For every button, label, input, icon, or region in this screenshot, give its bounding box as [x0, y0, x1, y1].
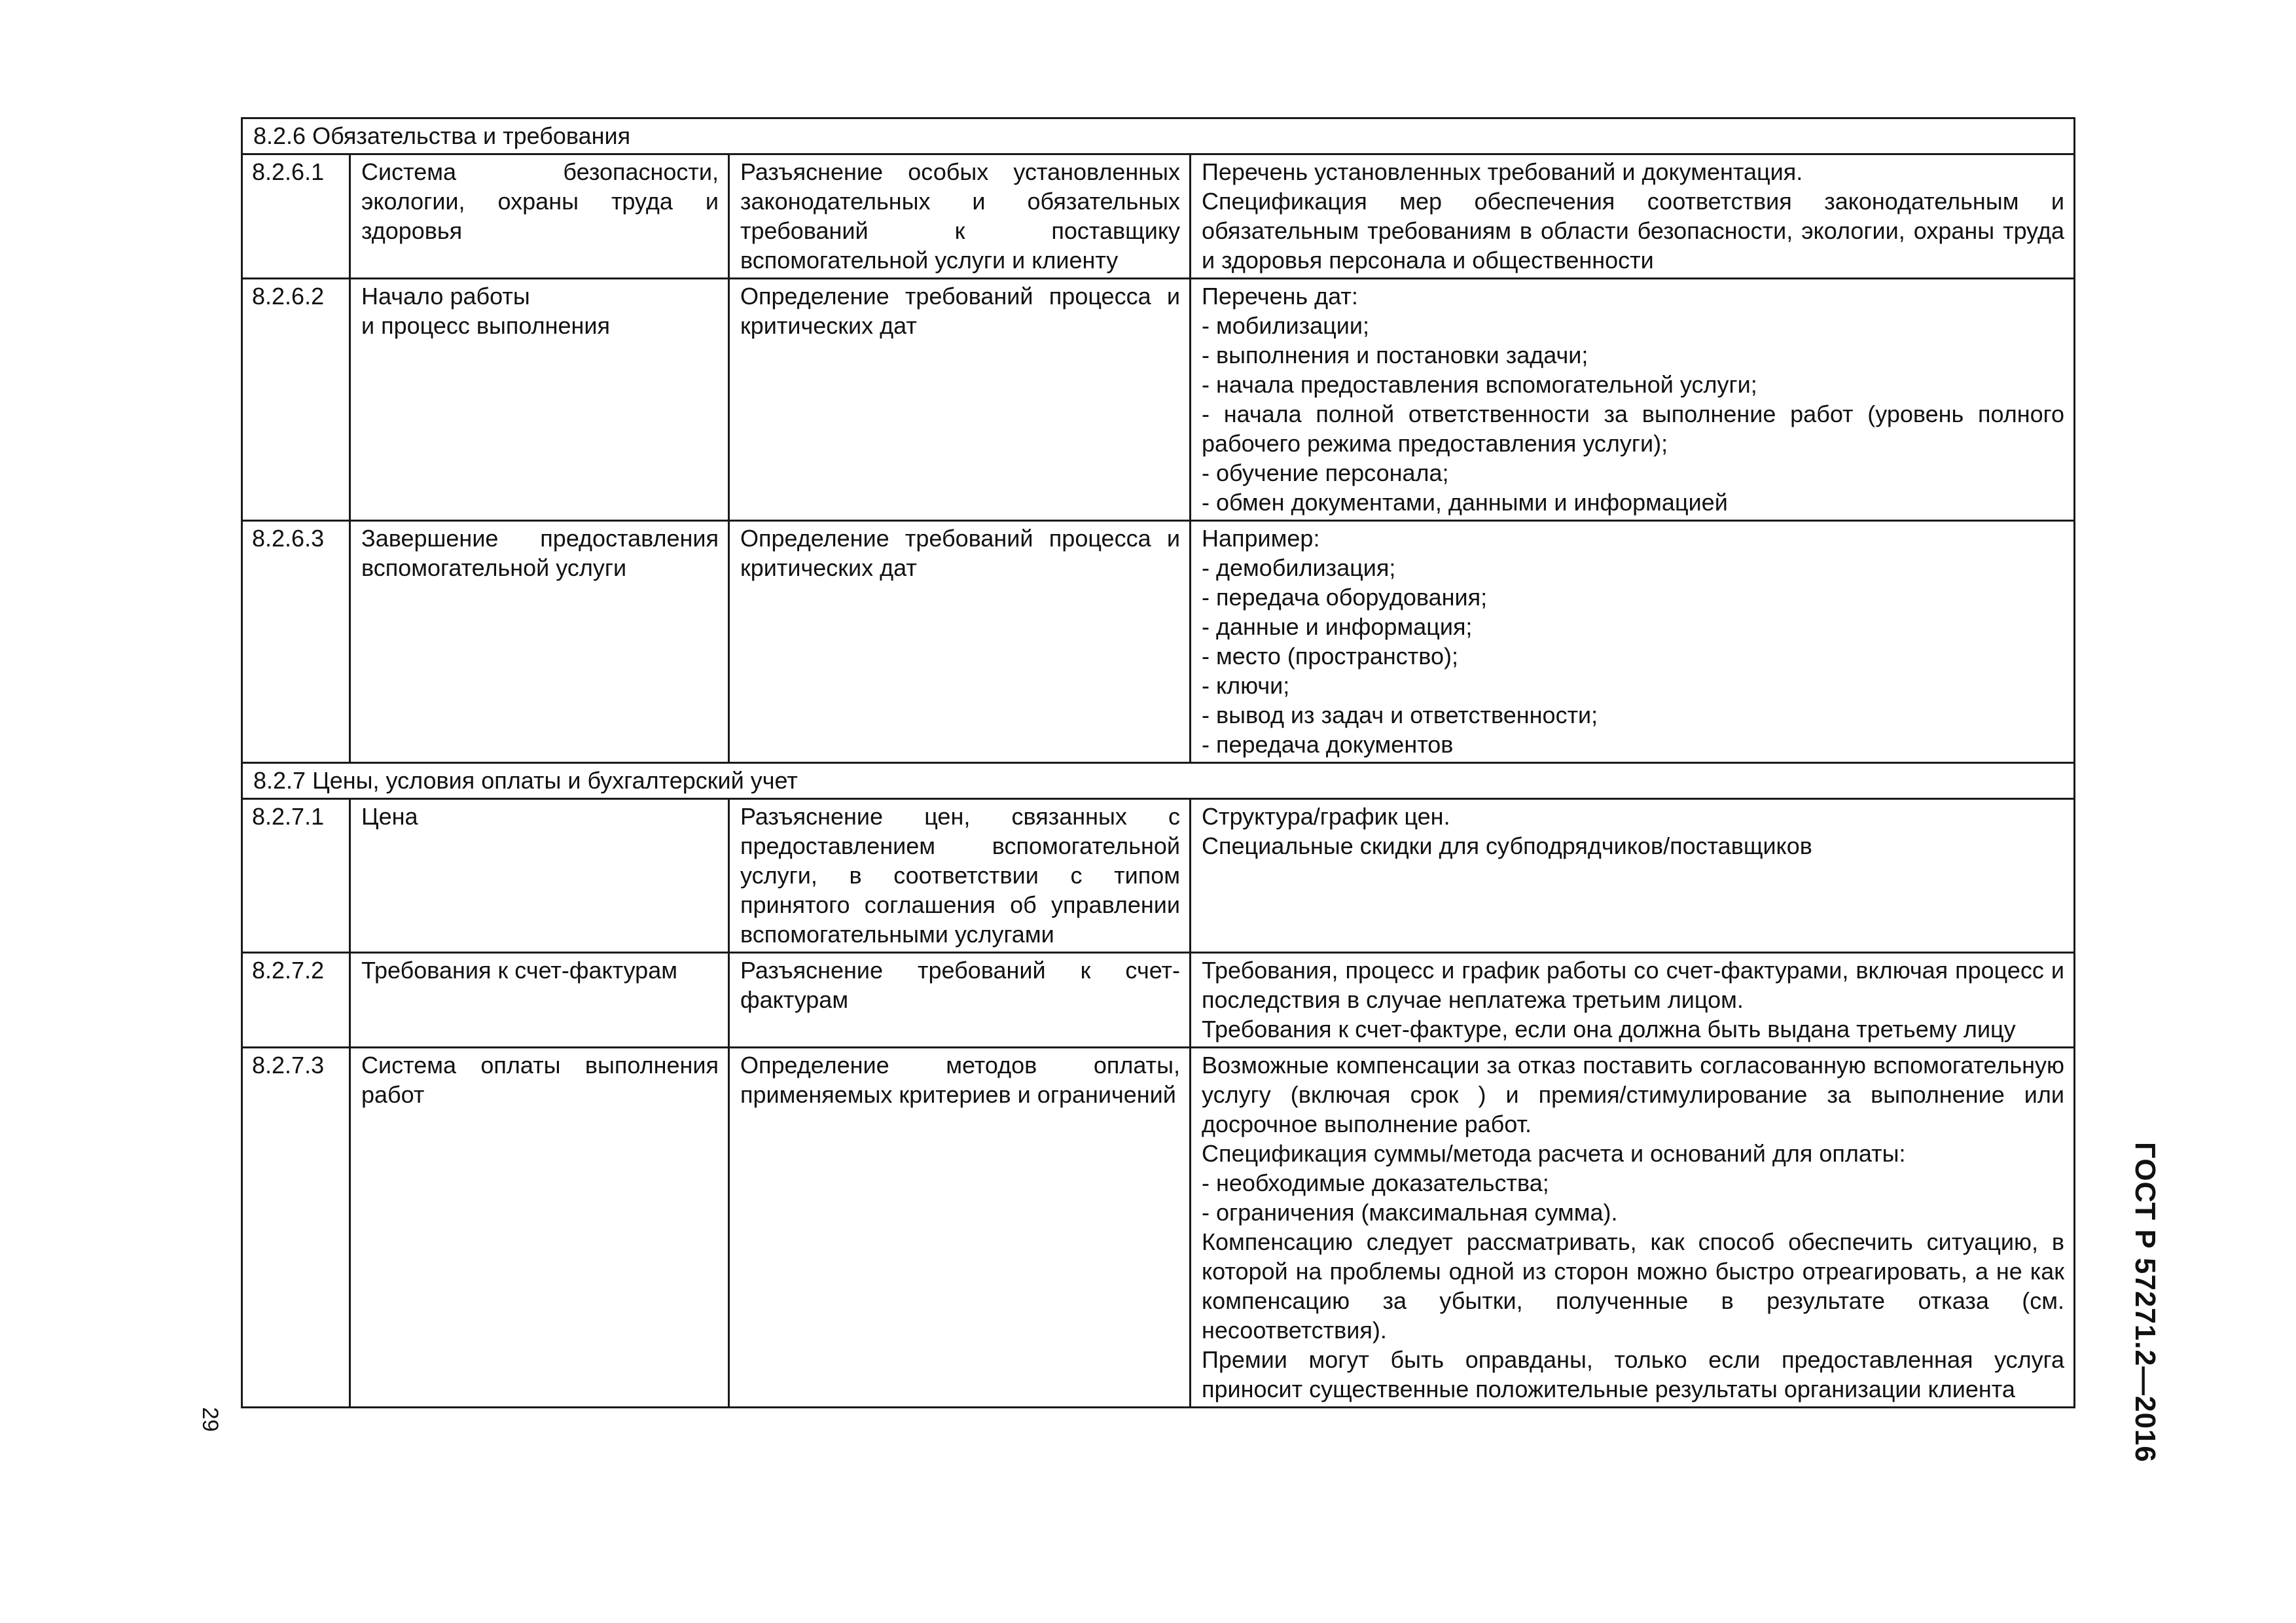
content-line: Например: — [1202, 525, 1320, 552]
clause-number: 8.2.6.3 — [242, 521, 350, 763]
content-line: - начала полной ответственности за выполнение работ (уровень полного рабочего режима предоставления услуги); — [1202, 401, 2065, 457]
clause-number: 8.2.7.2 — [242, 953, 350, 1048]
clause-content — [1191, 1048, 2075, 1408]
clause-number: 8.2.7.3 — [242, 1048, 350, 1408]
requirements-table — [241, 117, 2075, 1408]
content-line: Требования, процесс и график работы со счет-фактурами, включая процесс и последствия в случае неплатежа третьим лицом. — [1202, 957, 2065, 1013]
content-line: - данные и информация; — [1202, 613, 1473, 640]
content-line: Спецификация мер обеспечения соответствия законодательным и обязательным требованиям в области безопасности, экологии, охраны труда и здоровья персонала и общественности — [1202, 188, 2065, 274]
content-line: - обмен документами, данными и информацией — [1202, 489, 1728, 516]
section-row — [242, 118, 2075, 154]
content-line: - выполнения и постановки задачи; — [1202, 342, 1588, 368]
clause-name: Система оплаты выполнения работ — [350, 1048, 729, 1408]
content-line: Требования к счет-фактуре, если она должна быть выдана третьему лицу — [1202, 1016, 2016, 1043]
content-line: - ключи; — [1202, 672, 1290, 699]
table-row — [242, 279, 2075, 521]
table-row — [242, 1048, 2075, 1408]
clause-content — [1191, 799, 2075, 953]
content-line: - начала предоставления вспомогательной услуги; — [1202, 371, 1757, 398]
content-line: - демобилизация; — [1202, 554, 1396, 581]
content-line: Структура/график цен. — [1202, 803, 1450, 830]
clause-content — [1191, 279, 2075, 521]
clause-purpose: Разъяснение цен, связанных с предоставлением вспомогательной услуги, в соответствии с типом принятого соглашения об управлении вспомогательными услугами — [729, 799, 1191, 953]
section-title: 8.2.7 Цены, условия оплаты и бухгалтерский учет — [242, 763, 2075, 799]
clause-content — [1191, 953, 2075, 1048]
clause-name: Цена — [350, 799, 729, 953]
content-line: Возможные компенсации за отказ поставить согласованную вспомогательную услугу (включая срок ) и премия/стимулирование за выполнение или досрочное выполнение работ. — [1202, 1052, 2065, 1137]
content-line: - обучение персонала; — [1202, 459, 1449, 486]
content-line: Премии могут быть оправданы, только если предоставленная услуга приносит существенные положительные результаты организации клиента — [1202, 1346, 2065, 1402]
content-line: - необходимые доказательства; — [1202, 1169, 1549, 1196]
content-line: - передача документов — [1202, 731, 1454, 758]
clause-name: Начало работы и процесс выполнения — [350, 279, 729, 521]
clause-name: Завершение предоставления вспомогательной услуги — [350, 521, 729, 763]
clause-purpose: Определение требований процесса и критических дат — [729, 521, 1191, 763]
standard-code-header: ГОСТ Р 57271.2—2016 — [2129, 1142, 2161, 1463]
content-line: Компенсацию следует рассматривать, как способ обеспечить ситуацию, в которой на проблемы одной из сторон можно быстро отреагировать, а не как компенсацию за убытки, полученные в результате отказа (см. несоответствия). — [1202, 1228, 2065, 1344]
content-line: - передача оборудования; — [1202, 584, 1488, 611]
clause-content — [1191, 521, 2075, 763]
clause-number: 8.2.6.2 — [242, 279, 350, 521]
clause-purpose: Определение требований процесса и критических дат — [729, 279, 1191, 521]
clause-number: 8.2.7.1 — [242, 799, 350, 953]
clause-purpose: Разъяснение требований к счет-фактурам — [729, 953, 1191, 1048]
section-title: 8.2.6 Обязательства и требования — [242, 118, 2075, 154]
table-row — [242, 521, 2075, 763]
section-row — [242, 763, 2075, 799]
clause-purpose: Определение методов оплаты, применяемых критериев и ограничений — [729, 1048, 1191, 1408]
clause-name: Требования к счет-фактурам — [350, 953, 729, 1048]
table-row — [242, 154, 2075, 279]
content-line: Специальные скидки для субподрядчиков/поставщиков — [1202, 832, 1812, 859]
clause-purpose: Разъяснение особых установленных законодательных и обязательных требований к поставщику вспомогательной услуги и клиенту — [729, 154, 1191, 279]
clause-name: Система безопасности, экологии, охраны труда и здоровья — [350, 154, 729, 279]
content-line: Перечень дат: — [1202, 283, 1358, 310]
clause-number: 8.2.6.1 — [242, 154, 350, 279]
page-number: 29 — [198, 1407, 223, 1432]
content-line: - ограничения (максимальная сумма). — [1202, 1199, 1618, 1226]
content-line: Спецификация суммы/метода расчета и оснований для оплаты: — [1202, 1140, 1906, 1167]
content-line: - вывод из задач и ответственности; — [1202, 702, 1598, 728]
content-line: - мобилизации; — [1202, 312, 1369, 339]
table-row — [242, 799, 2075, 953]
clause-content — [1191, 154, 2075, 279]
content-line: - место (пространство); — [1202, 643, 1459, 669]
table-row — [242, 953, 2075, 1048]
content-line: Перечень установленных требований и документация. — [1202, 158, 1803, 185]
